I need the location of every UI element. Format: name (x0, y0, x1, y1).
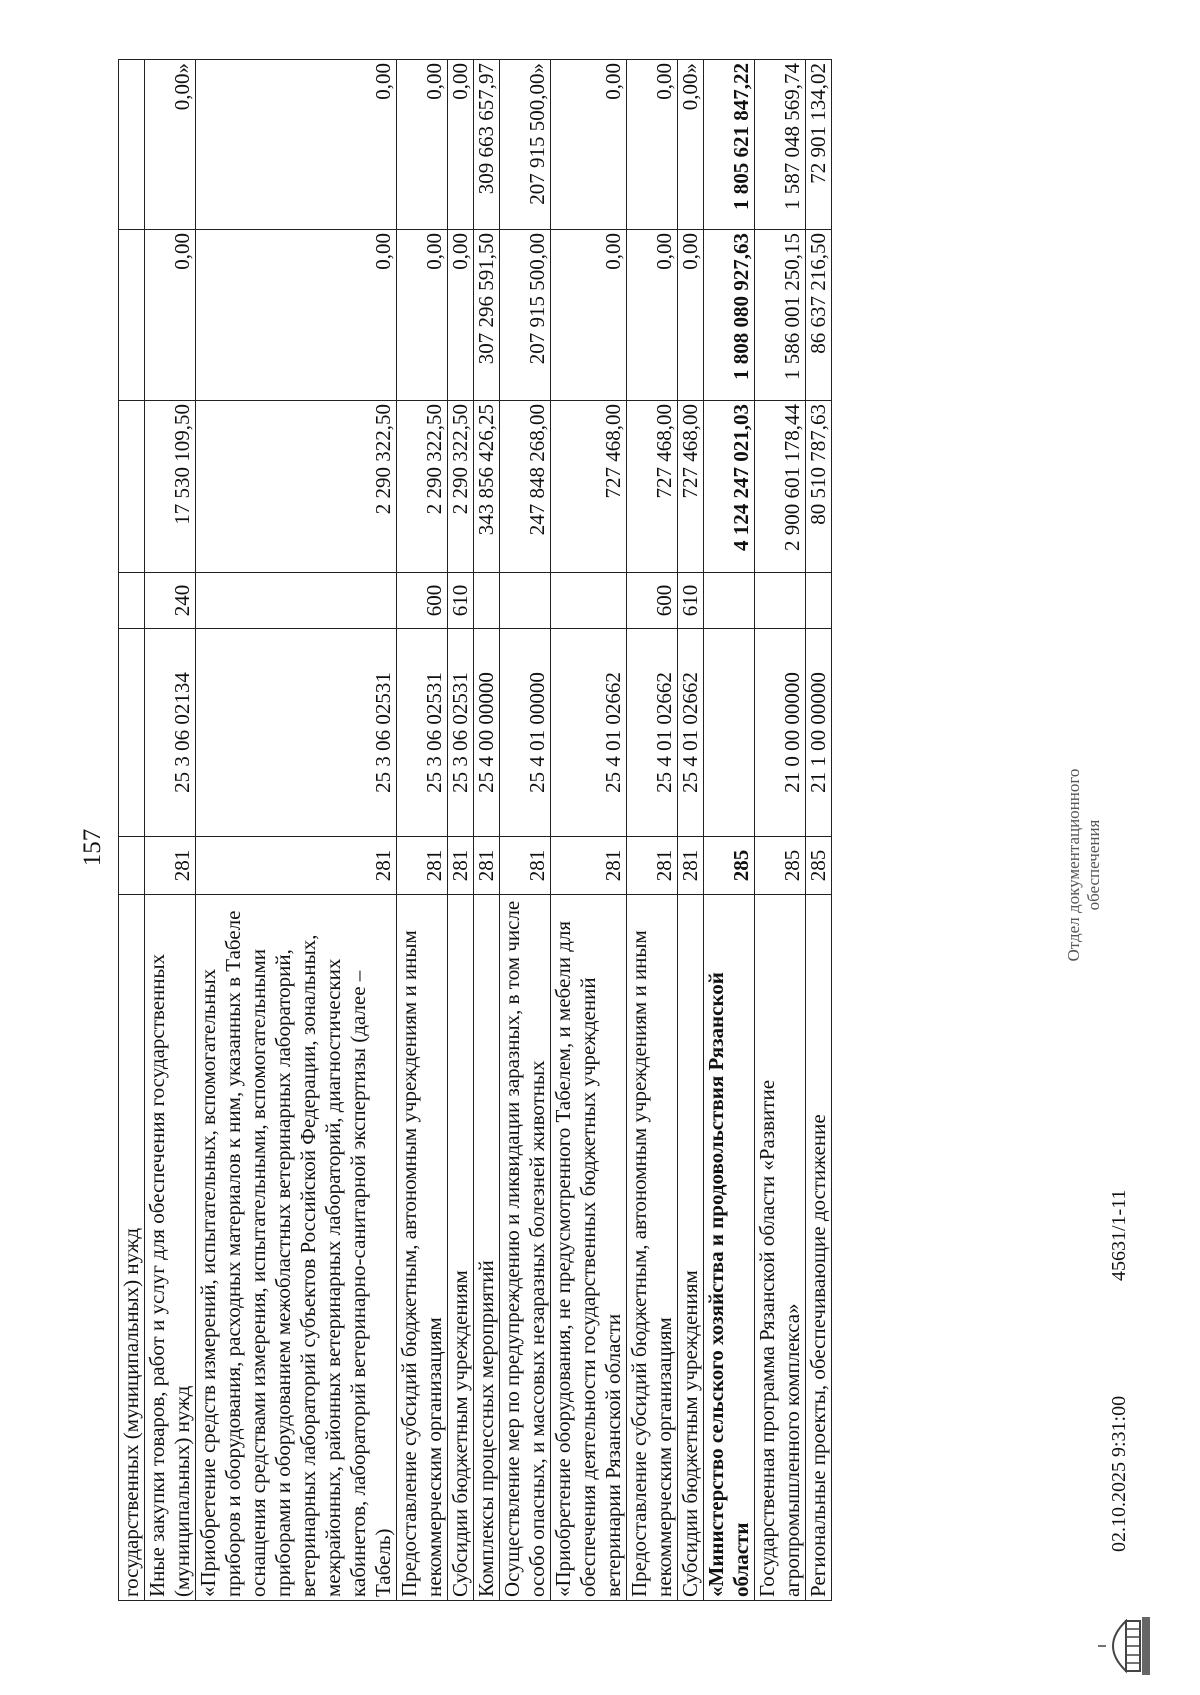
row-amount-year3: 0,00 (551, 60, 627, 230)
row-amount-year3: 0,00 (627, 60, 678, 230)
row-admin-code: 285 (755, 837, 806, 895)
row-name: «Министерство сельского хозяйства и продовольствия Рязанской области (704, 895, 755, 1601)
row-expense-type: 610 (678, 573, 704, 629)
row-amount-year1: 247 848 268,00 (500, 401, 551, 573)
row-admin-code: 281 (397, 837, 448, 895)
row-admin-code: 281 (474, 837, 500, 895)
row-target-article: 25 3 06 02134 (145, 629, 196, 837)
row-admin-code: 281 (627, 837, 678, 895)
table-row (145, 60, 196, 1601)
table-row (196, 60, 397, 1601)
row-amount-year3: 0,00 (397, 60, 448, 230)
row-admin-code: 285 (806, 837, 832, 895)
table-row (755, 60, 806, 1601)
row-name: Иные закупки товаров, работ и услуг для обеспечения государственных (муниципальных) нужд (145, 895, 196, 1601)
row-amount-year3: 207 915 500,00» (500, 60, 551, 230)
footer-stamp (1064, 685, 1104, 1045)
row-amount-year2: 1 586 001 250,15 (755, 230, 806, 401)
row-amount-year2: 0,00 (448, 230, 474, 401)
row-target-article: 25 3 06 02531 (397, 629, 448, 837)
row-name: «Приобретение средств измерений, испытательных, вспомогательных приборов и оборудования, расходных материалов к ним, указанных в Табеле оснащения средствами измерения, испытательными, вспомогательными приборами и оборудованием межобластных ветеринарных лабораторий, ветеринарных лабораторий субъектов Российской Федерации, зональных, межрайонных, районных ветеринарных лабораторий, диагностических кабинетов, лабораторий ветеринарно-санитарной экспертизы (далее – Табель) (196, 895, 397, 1601)
row-amount-year2: 0,00 (397, 230, 448, 401)
row-amount-year2: 0,00 (551, 230, 627, 401)
row-expense-type (755, 573, 806, 629)
row-target-article: 25 4 01 02662 (678, 629, 704, 837)
row-amount-year2: 0,00 (627, 230, 678, 401)
row-target-article: 25 4 01 02662 (551, 629, 627, 837)
row-amount-year2: 0,00 (196, 230, 397, 401)
row-amount-year2 (119, 230, 145, 401)
row-amount-year1: 4 124 247 021,03 (704, 401, 755, 573)
table-row (704, 60, 755, 1601)
row-amount-year2: 0,00 (145, 230, 196, 401)
row-name: государственных (муниципальных) нужд (119, 895, 145, 1601)
row-amount-year3: 1 805 621 847,22 (704, 60, 755, 230)
row-amount-year1: 343 856 426,25 (474, 401, 500, 573)
budget-table (118, 59, 832, 1601)
page-number: 157 (79, 828, 106, 867)
row-name: Осуществление мер по предупреждению и ликвидации заразных, в том числе особо опасных, и массовых незаразных болезней животных (500, 895, 551, 1601)
row-amount-year3: 309 663 657,97 (474, 60, 500, 230)
table-row (678, 60, 704, 1601)
stamp-line: обеспечения (1084, 819, 1103, 911)
table-row (397, 60, 448, 1601)
row-expense-type (551, 573, 627, 629)
table-row (119, 60, 145, 1601)
row-amount-year3: 0,00 (196, 60, 397, 230)
row-expense-type: 240 (145, 573, 196, 629)
row-amount-year1: 727 468,00 (678, 401, 704, 573)
row-expense-type (196, 573, 397, 629)
row-amount-year1 (119, 401, 145, 573)
row-name: Предоставление субсидий бюджетным, автономным учреждениям и иным некоммерческим организациям (627, 895, 678, 1601)
row-amount-year1: 2 900 601 178,44 (755, 401, 806, 573)
row-target-article: 25 3 06 02531 (196, 629, 397, 837)
row-admin-code: 285 (704, 837, 755, 895)
row-target-article: 21 0 00 00000 (755, 629, 806, 837)
row-name: Субсидии бюджетным учреждениям (678, 895, 704, 1601)
row-admin-code: 281 (196, 837, 397, 895)
row-amount-year2: 307 296 591,50 (474, 230, 500, 401)
table-row (551, 60, 627, 1601)
table-row (500, 60, 551, 1601)
row-admin-code: 281 (145, 837, 196, 895)
row-expense-type (704, 573, 755, 629)
row-amount-year1: 727 468,00 (627, 401, 678, 573)
table-row (806, 60, 832, 1601)
row-amount-year3: 72 901 134,02 (806, 60, 832, 230)
row-admin-code: 281 (678, 837, 704, 895)
row-target-article: 25 4 00 00000 (474, 629, 500, 837)
row-target-article: 25 3 06 02531 (448, 629, 474, 837)
stamp-line: Отдел документационного (1064, 768, 1083, 962)
row-expense-type (474, 573, 500, 629)
duma-emblem-icon (1096, 1611, 1154, 1681)
row-amount-year2: 1 808 080 927,63 (704, 230, 755, 401)
row-target-article: 21 1 00 00000 (806, 629, 832, 837)
row-expense-type (119, 573, 145, 629)
row-expense-type: 600 (627, 573, 678, 629)
row-expense-type: 610 (448, 573, 474, 629)
row-target-article: 25 4 01 02662 (627, 629, 678, 837)
row-amount-year3: 1 587 048 569,74 (755, 60, 806, 230)
row-expense-type (806, 573, 832, 629)
table-row (627, 60, 678, 1601)
row-expense-type (500, 573, 551, 629)
row-amount-year1: 80 510 787,63 (806, 401, 832, 573)
row-admin-code: 281 (448, 837, 474, 895)
row-amount-year1: 2 290 322,50 (397, 401, 448, 573)
row-expense-type: 600 (397, 573, 448, 629)
row-amount-year2: 207 915 500,00 (500, 230, 551, 401)
row-amount-year3: 0,00 (448, 60, 474, 230)
row-name: Государственная программа Рязанской области «Развитие агропромышленного комплекса» (755, 895, 806, 1601)
row-amount-year3 (119, 60, 145, 230)
row-amount-year1: 17 530 109,50 (145, 401, 196, 573)
footer-date: 02.10.2025 9:31:00 (1108, 1395, 1130, 1552)
row-target-article: 25 4 01 00000 (500, 629, 551, 837)
row-amount-year3: 0,00» (678, 60, 704, 230)
row-amount-year1: 2 290 322,50 (448, 401, 474, 573)
row-name: Предоставление субсидий бюджетным, автономным учреждениям и иным некоммерческим организациям (397, 895, 448, 1601)
footer-doc-id: 45631/1-11 (1108, 1189, 1130, 1281)
row-amount-year1: 727 468,00 (551, 401, 627, 573)
row-amount-year1: 2 290 322,50 (196, 401, 397, 573)
row-name: «Приобретение оборудования, не предусмотренного Табелем, и мебели для обеспечения деятельности государственных бюджетных учреждений ветеринарии Рязанской области (551, 895, 627, 1601)
row-admin-code: 281 (500, 837, 551, 895)
table-row (474, 60, 500, 1601)
row-name: Региональные проекты, обеспечивающие достижение (806, 895, 832, 1601)
row-target-article (704, 629, 755, 837)
row-amount-year3: 0,00» (145, 60, 196, 230)
table-row (448, 60, 474, 1601)
row-amount-year2: 0,00 (678, 230, 704, 401)
row-target-article (119, 629, 145, 837)
row-admin-code: 281 (551, 837, 627, 895)
row-name: Комплексы процессных мероприятий (474, 895, 500, 1601)
row-amount-year2: 86 637 216,50 (806, 230, 832, 401)
row-admin-code (119, 837, 145, 895)
row-name: Субсидии бюджетным учреждениям (448, 895, 474, 1601)
